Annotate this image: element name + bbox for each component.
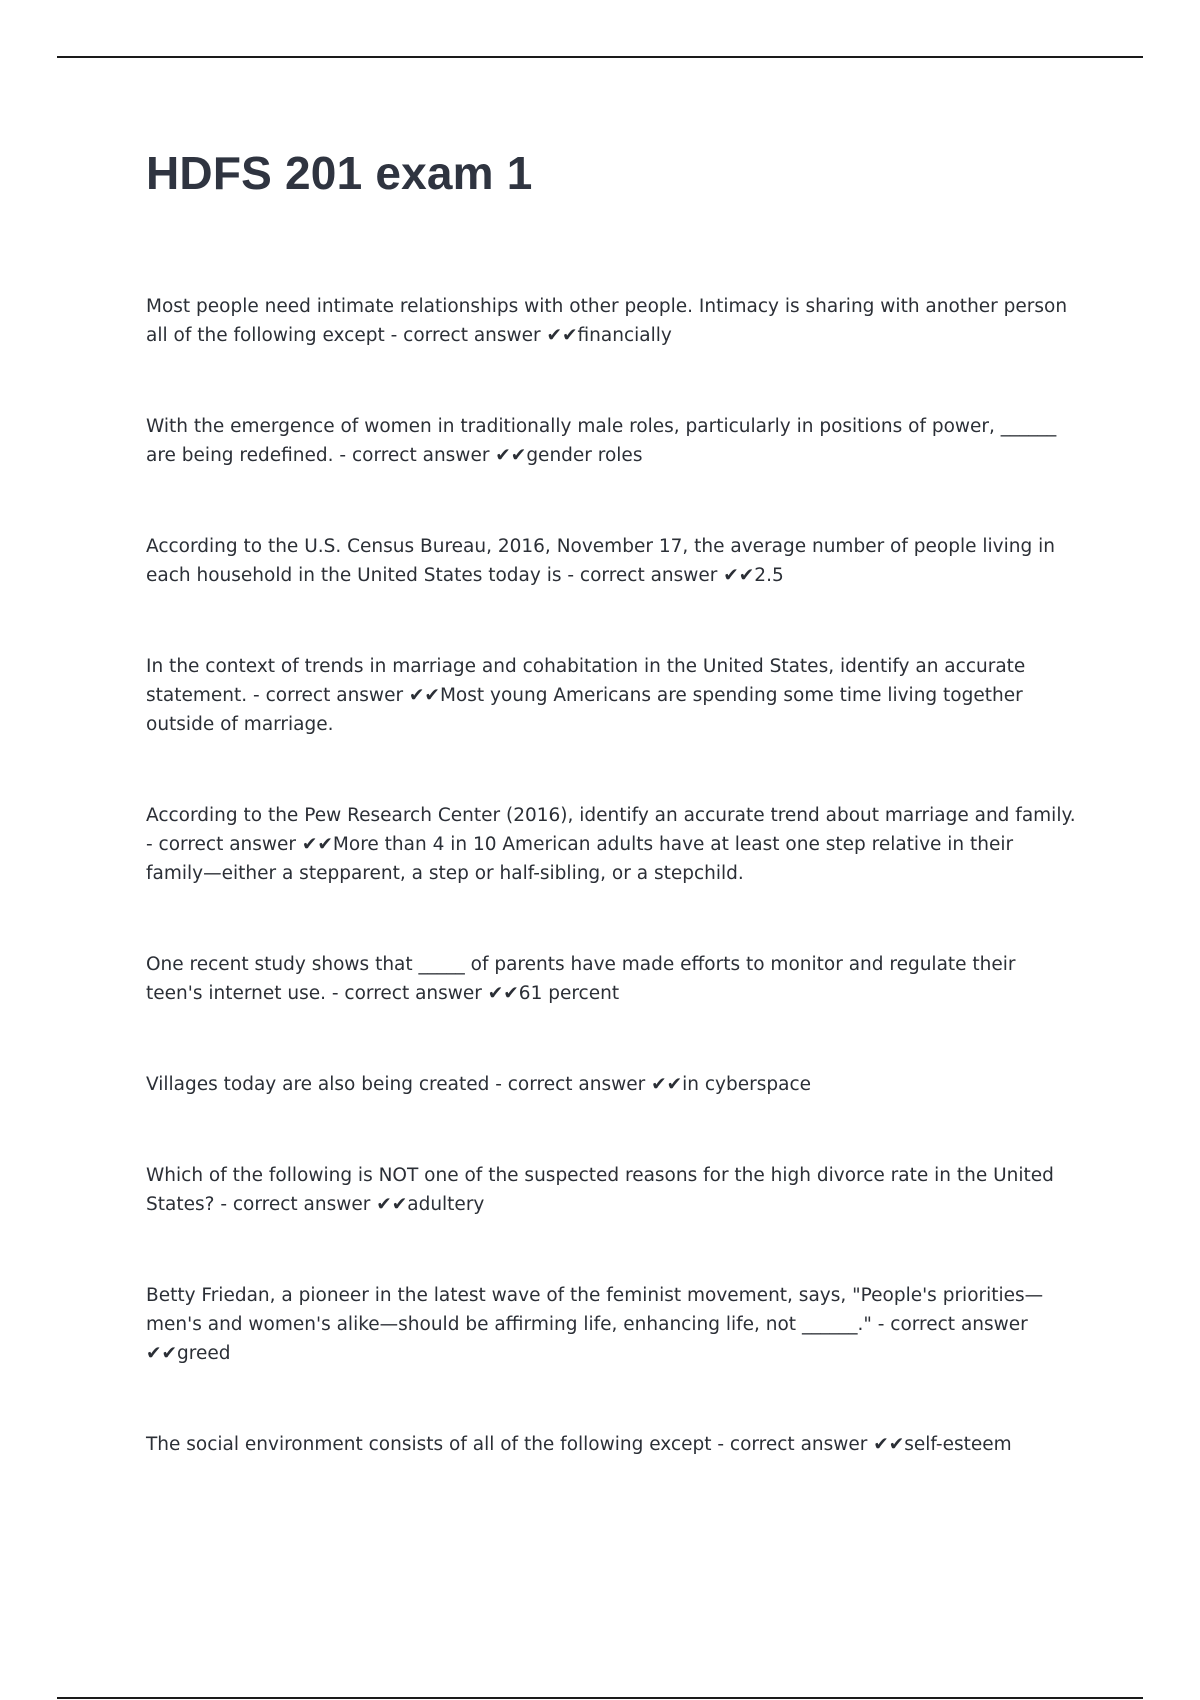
qa-item [146,1161,1076,1219]
qa-item [146,652,1076,739]
answer-text: 61 percent [518,983,620,1004]
qa-item [146,1070,1076,1099]
question-text: Villages today are also being created [146,1074,490,1095]
document-title: HDFS 201 exam 1 [146,147,533,199]
correct-answer-marker: - correct answer ✔✔ [326,983,519,1004]
qa-item [146,412,1076,470]
qa-item [146,801,1076,888]
question-answer-list [146,292,1076,1459]
correct-answer-marker: - correct answer ✔✔ [333,445,527,466]
answer-text: 2.5 [754,565,784,586]
question-text: Which of the following is NOT one of the suspected reasons for the high divorce rate in the United States? [146,1165,1054,1215]
question-text: According to the Pew Research Center (2016), identify an accurate trend about marriage and family. [146,805,1076,826]
qa-item [146,1281,1076,1368]
qa-item [146,1430,1076,1459]
correct-answer-marker: - correct answer ✔✔ [384,325,578,346]
correct-answer-marker: - correct answer ✔✔ [489,1074,683,1095]
qa-item [146,292,1076,350]
top-divider [57,56,1143,58]
answer-text: adultery [407,1194,485,1215]
question-text: Betty Friedan, a pioneer in the latest wave of the feminist movement, says, "People's priorities—men's and women's alike—should be affirming life, enhancing life, not ______." [146,1285,1044,1335]
correct-answer-marker: - correct answer ✔✔ [561,565,755,586]
answer-text: greed [177,1343,231,1364]
correct-answer-marker: - correct answer ✔✔ [247,685,440,706]
answer-text: Most young Americans are spending some time living together outside of marriage. [146,685,1023,735]
qa-item [146,950,1076,1008]
qa-item [146,532,1076,590]
question-text: Most people need intimate relationships with other people. Intimacy is sharing with another person all of the following except [146,296,1068,346]
answer-text: financially [577,325,672,346]
question-text: One recent study shows that _____ of parents have made efforts to monitor and regulate their teen's internet use. [146,954,1016,1004]
question-text: According to the U.S. Census Bureau, 2016, November 17, the average number of people living in each household in the United States today is [146,536,1055,586]
answer-text: self-esteem [904,1434,1012,1455]
correct-answer-marker: - correct answer ✔✔ [146,1314,1028,1364]
answer-text: gender roles [526,445,643,466]
bottom-divider [57,1697,1143,1699]
question-text: In the context of trends in marriage and cohabitation in the United States, identify an accurate statement. [146,656,1026,706]
answer-text: in cyberspace [682,1074,811,1095]
answer-text: More than 4 in 10 American adults have at least one step relative in their family—either a stepparent, a step or half-sibling, or a stepchild. [146,834,1014,884]
correct-answer-marker: - correct answer ✔✔ [146,834,333,855]
correct-answer-marker: - correct answer ✔✔ [711,1434,905,1455]
question-text: With the emergence of women in traditionally male roles, particularly in positions of power, ______ are being redefined. [146,416,1057,466]
question-text: The social environment consists of all of the following except [146,1434,712,1455]
correct-answer-marker: - correct answer ✔✔ [214,1194,408,1215]
